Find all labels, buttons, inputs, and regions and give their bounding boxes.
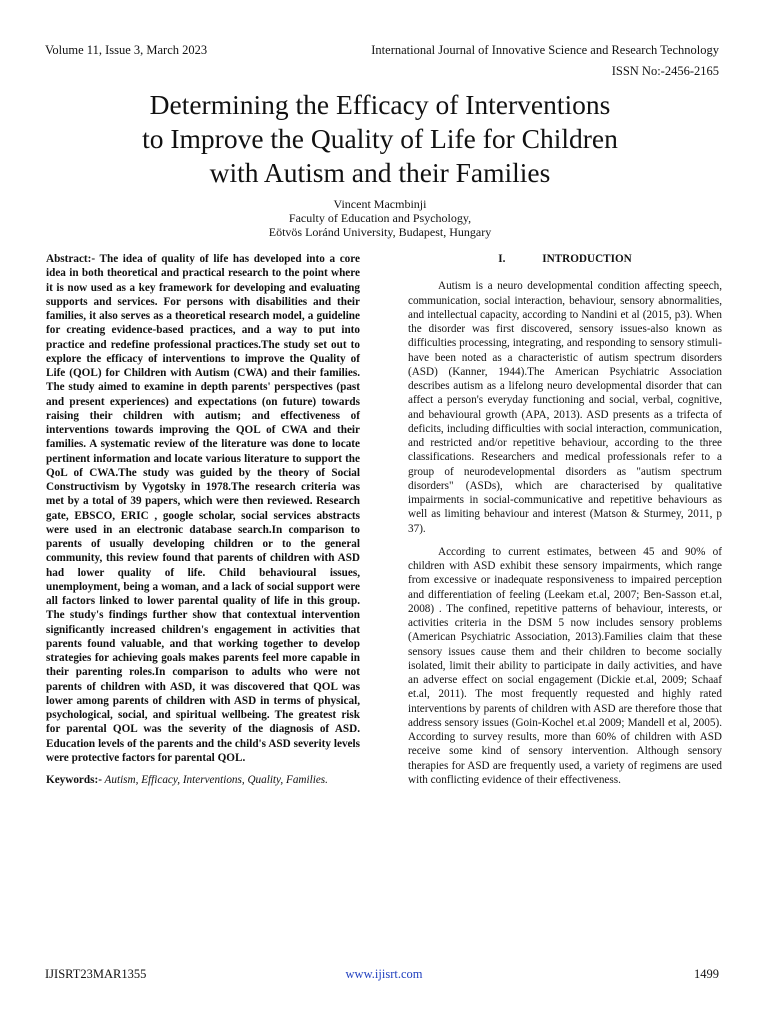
section-number: I.: [498, 253, 506, 265]
title-line-1: Determining the Efficacy of Interventions: [149, 89, 611, 120]
author-university: Eötvös Loránd University, Budapest, Hungary: [268, 225, 492, 239]
author-faculty: Faculty of Education and Psychology,: [288, 211, 472, 225]
intro-paragraph-1: Autism is a neuro developmental condition affecting speech, communication, social interaction, behaviour, sensory abnormalities, and intellectual capacity, according to Nandini et al (2015, p3). When the disorder was first discovered, sensory issues-also known as difficulties processing, integrating, and responding to sensory stimuli-have been noted as a characteristic of autism spectrum disorders (ASD) (Kanner, 1944).The American Psychiatric Association describes autism as a lifelong neuro developmental disorder that can affect a person's everyday functioning and social, verbal, cognitive, and behavioural growth (APA, 2013). ASD presents as a trifecta of deficits, including difficulties with social interaction, communication, and restricted and/or repetitive behaviour, according to the three classifications. Researchers and medical professionals refer to a group of neurodevelopmental disorders as "autism spectrum disorders" (ASDs), which are characterised by qualitative impairments in social-communicative and repetitive behaviours as well as limiting behaviour and interest (Matson & Sturmey, 2011, p 37).: [408, 280, 722, 535]
journal-volume: Volume 11, Issue 3, March 2023: [45, 43, 208, 57]
title-line-2: to Improve the Quality of Life for Children: [142, 123, 618, 154]
keywords: [46, 773, 360, 787]
journal-url-link[interactable]: www.ijisrt.com: [345, 967, 423, 981]
keywords-label: Keywords:-: [46, 774, 102, 786]
issn-number: ISSN No:-2456-2165: [611, 64, 719, 78]
paper-id: IJISRT23MAR1355: [45, 967, 147, 981]
author-name: Vincent Macmbinji: [333, 197, 427, 211]
keywords-list: Autism, Efficacy, Interventions, Quality, Families.: [101, 774, 328, 786]
right-column: [408, 252, 722, 796]
abstract-text: Abstract:- The idea of quality of life has developed into a core idea in both theoretical and practical research to the point where it is now used as a key framework for developing and evaluating supports and services. For persons with disabilities and their families, it also serves as a theoretical research model, a guideline for creating evidence-based practices, and a way to put into practice and redefine professional practices.The study set out to explore the efficacy of interventions to improve the Quality of Life (QOL) for Children with Autism (CWA) and their families. The study aimed to examine in depth parents' perspectives (past and present experiences) and expectations (on future) towards raising their children with autism; and effectiveness of interventions towards improving the QOL of CWA and their families. A systematic review of the literature was done to locate pertinent information and locate various literature to support the QoL of CWA.The study was guided by the theory of Social Constructivism by Vygotsky in 1978.The research criteria was met by a total of 39 papers, which were then reviewed. Research gate, EBSCO, ERIC , google scholar, social services abstracts were used in an electronic database search.In comparison to parents of usually developing children or to the general community, this review found that parents of children with ASD had lower quality of life. Child behavioural issues, unemployment, being a woman, and a lack of social support were all factors linked to lower parental quality of life in this group. The study's findings further show that contextual intervention significantly increased children's engagement in activities that parents found valuable, and that working together to develop strategies for achieving goals makes parents feel more capable in their parenting roles.In comparison to adults who were not parents of children with ASD, it was discovered that QOL was lower among parents of children with ASD in terms of physical, psychological, social, and spiritual wellbeing. The greatest risk for parental QOL was the severity of the diagnosis of ASD. Education levels of the parents and the child's ASD severity levels were protective factors for parental QOL.: [46, 253, 360, 764]
paper-title: [60, 88, 700, 190]
page-number: 1499: [694, 967, 719, 981]
title-line-3: with Autism and their Families: [209, 157, 551, 188]
section-heading-introduction: [408, 252, 722, 266]
intro-paragraph-2: According to current estimates, between 45 and 90% of children with ASD exhibit these sensory impairments, which range from excessive or inadequate responsiveness to impaired perception and differentiation of feeling (Leekam et.al, 2007; Ben-Sasson et.al, 2008) . The confined, repetitive patterns of behaviour, interests, or activities criteria in the DSM 5 now includes sensory problems (American Psychiatric Association, 2013).Families claim that these sensory issues cause them and their children to become socially isolated, limit their ability to participate in daily activities, and have an adverse effect on social engagement (Dickie et.al, 2009; Schaaf et.al, 2011). The most frequently requested and highly rated interventions by parents of children with ASD are therefore those that address sensory issues (Goin-Kochel et.al 2009; Mandell et al, 2005). According to survey results, more than 60% of children with ASD receive some kind of sensory intervention. Although sensory therapies for ASD are frequently used, a variety of regimens are used with conflicting evidence of their effectiveness.: [408, 545, 722, 786]
journal-name: International Journal of Innovative Science and Research Technology: [371, 43, 719, 57]
author-block: [160, 197, 600, 239]
section-title: INTRODUCTION: [542, 253, 632, 265]
left-column: [46, 252, 360, 787]
